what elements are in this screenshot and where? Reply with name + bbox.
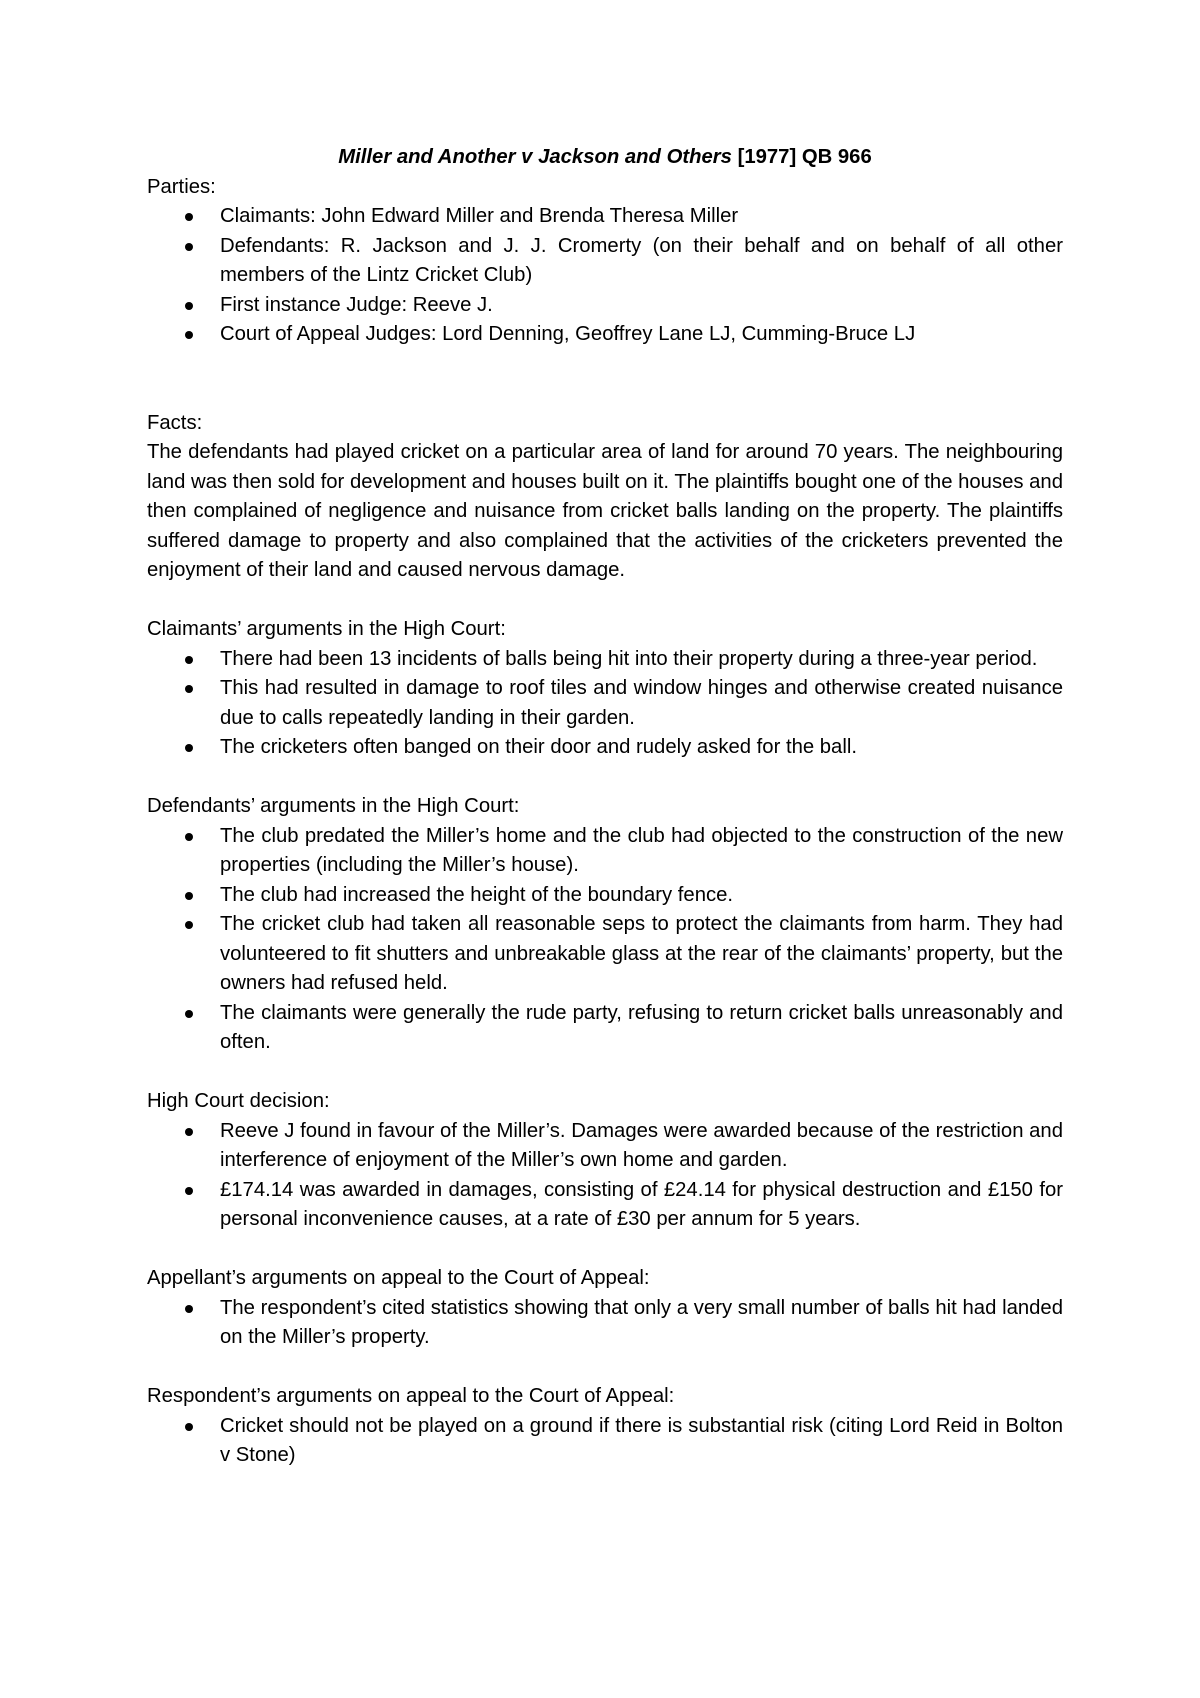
respondent-arguments-list [147, 1412, 1063, 1471]
list-item [147, 1294, 1063, 1353]
spacer [147, 350, 1063, 409]
list-item-text: There had been 13 incidents of balls being hit into their property during a three-year period. [220, 647, 1038, 670]
section-heading-facts: Facts: [147, 411, 203, 434]
bullet-icon [185, 685, 193, 693]
list-item-text: The cricketers often banged on their door and rudely asked for the ball. [220, 736, 857, 758]
spacer [147, 1058, 1063, 1088]
list-item [147, 1412, 1063, 1471]
list-item [147, 232, 1063, 291]
bullet-icon [185, 921, 193, 929]
bullet-icon [185, 243, 193, 251]
section-heading-parties: Parties: [147, 175, 216, 198]
section-heading-high-court-decision: High Court decision: [147, 1090, 330, 1112]
section-heading-appellant-arguments: Appellant’s arguments on appeal to the Court of Appeal: [147, 1267, 650, 1289]
list-item-text: Defendants: R. Jackson and J. J. Cromerty (on their behalf and on behalf of all other members of the Lintz Cricket Club) [220, 234, 1063, 286]
list-item-text: £174.14 was awarded in damages, consisting of £24.14 for physical destruction and £150 for personal inconvenience causes, at a rate of £30 per annum for 5 years. [220, 1178, 1063, 1230]
list-item [147, 822, 1063, 881]
spacer [147, 1235, 1063, 1265]
list-item-text: The claimants were generally the rude party, refusing to return cricket balls unreasonably and often. [220, 1001, 1063, 1053]
bullet-icon [185, 833, 193, 841]
list-item [147, 910, 1063, 999]
list-item [147, 1117, 1063, 1176]
bullet-icon [185, 744, 193, 752]
bullet-icon [185, 302, 193, 310]
section-heading-defendants-arguments: Defendants’ arguments in the High Court: [147, 795, 520, 817]
list-item-text: Court of Appeal Judges: Lord Denning, Geoffrey Lane LJ, Cumming-Bruce LJ [220, 323, 916, 345]
bullet-icon [185, 213, 193, 221]
list-item-text: The club had increased the height of the boundary fence. [220, 883, 734, 906]
list-item [147, 881, 1063, 911]
case-citation: [1977] QB 966 [731, 146, 872, 168]
bullet-icon [185, 1423, 193, 1431]
list-item-text: The club predated the Miller’s home and the club had objected to the construction of the new properties (including the Miller’s house). [220, 824, 1063, 876]
high-court-decision-list [147, 1117, 1063, 1235]
bullet-icon [185, 892, 193, 900]
bullet-icon [185, 1305, 193, 1313]
list-item [147, 733, 1063, 763]
parties-list [147, 202, 1063, 350]
section-heading-respondent-arguments: Respondent’s arguments on appeal to the Court of Appeal: [147, 1385, 675, 1407]
document-title [147, 143, 1063, 173]
spacer [147, 763, 1063, 793]
list-item [147, 291, 1063, 321]
bullet-icon [185, 331, 193, 339]
bullet-icon [185, 1187, 193, 1195]
list-item [147, 1176, 1063, 1235]
bullet-icon [185, 1010, 193, 1018]
appellant-arguments-list [147, 1294, 1063, 1353]
list-item [147, 320, 1063, 350]
spacer [147, 586, 1063, 616]
facts-paragraph: The defendants had played cricket on a particular area of land for around 70 years. The neighbouring land was then sold for development and houses built on it. The plaintiffs bought one of the houses and then complained of negligence and nuisance from cricket balls landing on the property. The plaintiffs suffered damage to property and also complained that the activities of the cricketers prevented the enjoyment of their land and caused nervous damage. [147, 441, 1063, 581]
section-heading-claimants-arguments: Claimants’ arguments in the High Court: [147, 618, 506, 640]
list-item [147, 674, 1063, 733]
list-item-text: The cricket club had taken all reasonable seps to protect the claimants from harm. They had volunteered to fit shutters and unbreakable glass at the rear of the claimants’ property, but the owners had refused held. [220, 913, 1063, 994]
defendants-arguments-list [147, 822, 1063, 1058]
bullet-icon [185, 1128, 193, 1136]
list-item-text: Cricket should not be played on a ground if there is substantial risk (citing Lord Reid in Bolton v Stone) [220, 1414, 1063, 1466]
bullet-icon [185, 656, 193, 664]
list-item-text: Reeve J found in favour of the Miller’s. Damages were awarded because of the restriction and interference of enjoyment of the Miller’s own home and garden. [220, 1119, 1063, 1171]
list-item-text: This had resulted in damage to roof tiles and window hinges and otherwise created nuisance due to calls repeatedly landing in their garden. [220, 677, 1063, 729]
document-page [147, 143, 1063, 1471]
list-item-text: First instance Judge: Reeve J. [220, 293, 493, 316]
spacer [147, 1353, 1063, 1383]
list-item [147, 645, 1063, 675]
claimants-arguments-list [147, 645, 1063, 763]
list-item [147, 202, 1063, 232]
list-item-text: The respondent’s cited statistics showing that only a very small number of balls hit had landed on the Miller’s property. [220, 1296, 1063, 1348]
list-item [147, 999, 1063, 1058]
case-name: Miller and Another v Jackson and Others [338, 146, 732, 168]
list-item-text: Claimants: John Edward Miller and Brenda Theresa Miller [220, 205, 739, 227]
